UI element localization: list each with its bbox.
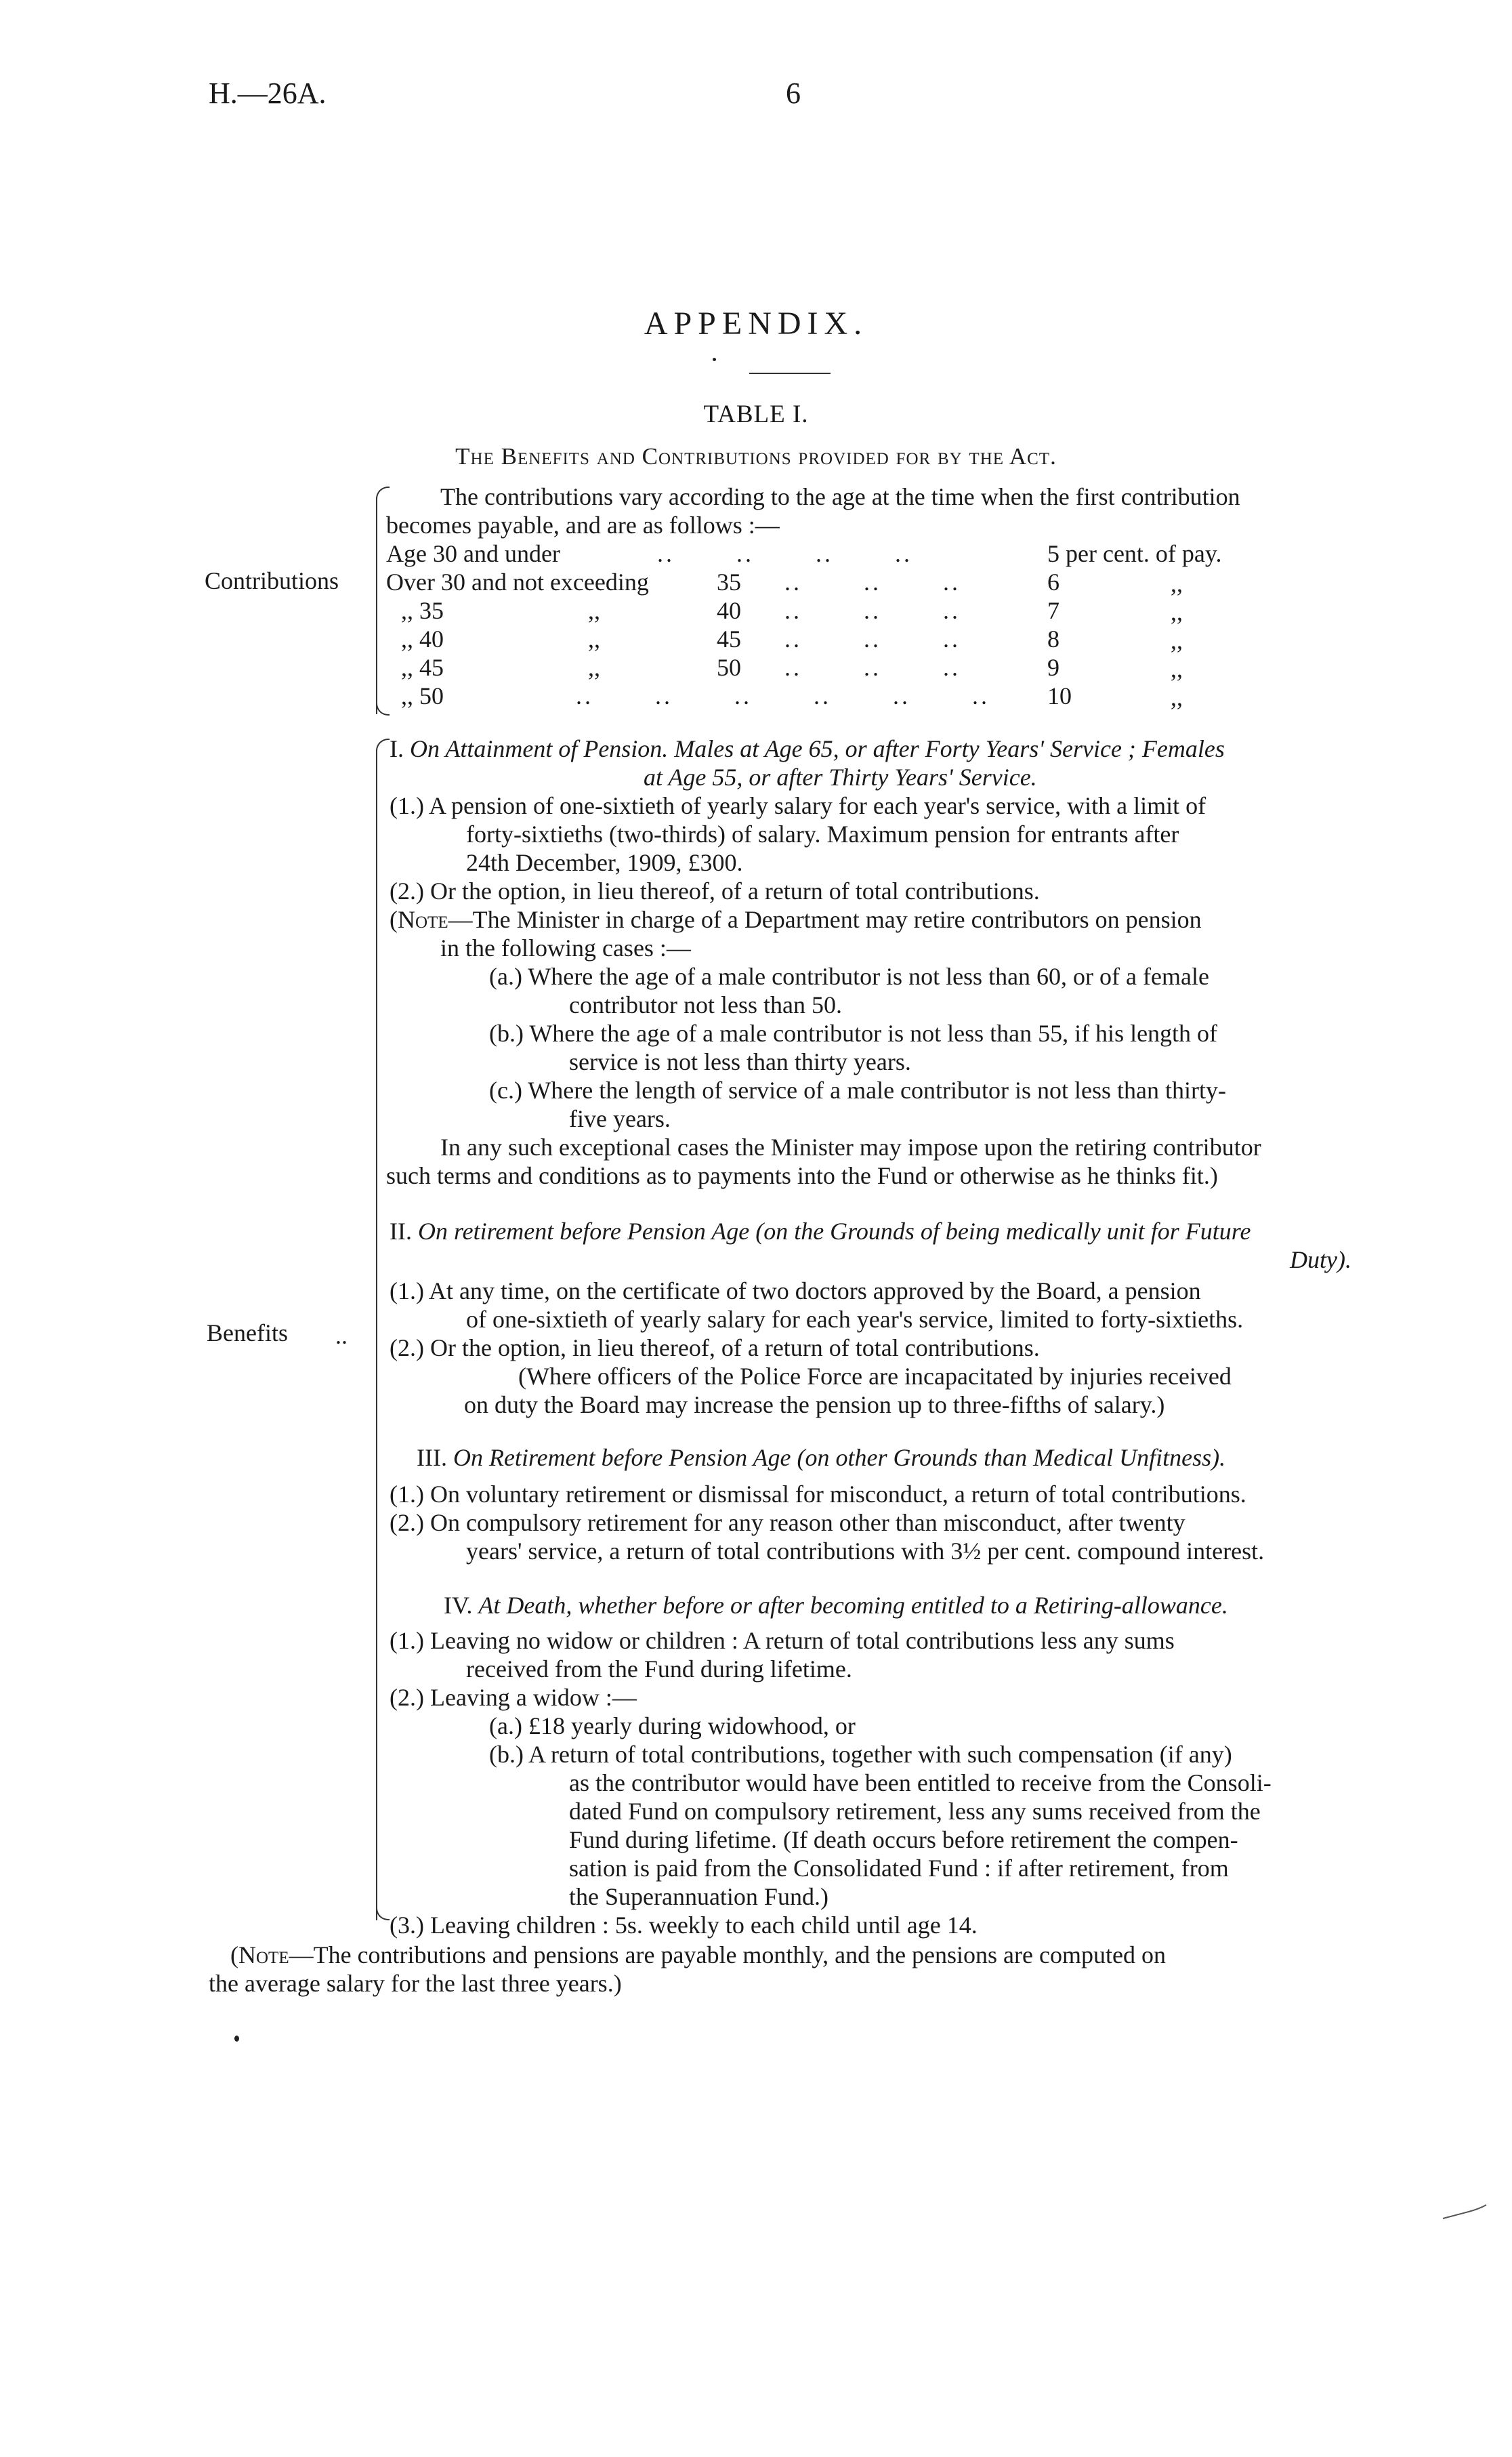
benefits-brace-bottom (376, 1907, 390, 1920)
benefit-section-heading: I. On Attainment of Pension. Males at Age 65, or after Forty Years' Service ; Females (390, 735, 1225, 762)
benefit-section-heading-cont: at Age 55, or after Thirty Years' Service. (644, 764, 1037, 791)
contribution-row-rate: 7 (1047, 597, 1059, 624)
ditto-mark: ,, (1171, 655, 1183, 682)
ink-speck (713, 358, 716, 361)
contributions-intro-cont: becomes payable, and are as follows :— (386, 512, 780, 539)
benefit-section-heading: IV. At Death, whether before or after becoming entitled to a Retiring-allowance. (444, 1592, 1228, 1619)
contribution-row-age: ,, 35 (401, 597, 444, 624)
benefit-police-note: (Where officers of the Police Force are incapacitated by injuries received (518, 1363, 1232, 1390)
benefit-clause: (2.) Or the option, in lieu thereof, of a return of total contributions. (390, 878, 1040, 905)
page-number: 6 (786, 77, 801, 110)
benefits-brace (376, 749, 377, 1920)
benefit-section-heading: III. On Retirement before Pension Age (on other Grounds than Medical Unfitness). (417, 1444, 1226, 1471)
benefit-case-cont: Fund during lifetime. (If death occurs before retirement the compen- (569, 1826, 1238, 1853)
benefit-clause-cont: 24th December, 1909, £300. (466, 849, 743, 876)
benefit-case: (b.) A return of total contributions, together with such compensation (if any) (489, 1741, 1232, 1768)
title-divider (749, 373, 831, 374)
leader-dots: .. .. .. .. (657, 540, 912, 567)
contribution-row-rate: 5 per cent. of pay. (1047, 540, 1222, 567)
contribution-row-rate: 8 (1047, 625, 1059, 653)
benefit-clause: (1.) A pension of one-sixtieth of yearly salary for each year's service, with a limit of (390, 792, 1206, 819)
leader-dots: .. .. .. (784, 597, 961, 624)
benefit-clause-cont: years' service, a return of total contributions with 3½ per cent. compound interest. (466, 1537, 1265, 1565)
benefit-case-cont: service is not less than thirty years. (569, 1048, 911, 1075)
contribution-row-age: Over 30 and not exceeding (386, 569, 649, 596)
benefit-clause-cont: forty-sixtieths (two-thirds) of salary. Maximum pension for entrants after (466, 821, 1179, 848)
contribution-row-limit: 40 (717, 597, 741, 624)
contribution-row-rate: 10 (1047, 682, 1072, 709)
benefits-label: Benefits (207, 1319, 288, 1346)
leader-dots: .. .. .. (784, 625, 961, 653)
contribution-row-age: ,, 40 (401, 625, 444, 653)
ditto-mark: ,, (1171, 684, 1183, 711)
contributions-brace-top (376, 487, 390, 500)
benefit-case-cont: the Superannuation Fund.) (569, 1883, 828, 1910)
benefit-case: (a.) £18 yearly during widowhood, or (489, 1712, 856, 1739)
benefit-case-cont: sation is paid from the Consolidated Fund : if after retirement, from (569, 1855, 1229, 1882)
benefit-clause-cont: received from the Fund during lifetime. (466, 1655, 852, 1682)
benefit-case-cont: dated Fund on compulsory retirement, less any sums received from the (569, 1798, 1261, 1825)
contribution-row-age: ,, 50 (401, 682, 444, 709)
contribution-row-rate: 9 (1047, 654, 1059, 681)
benefit-case: (c.) Where the length of service of a male contributor is not less than thirty- (489, 1077, 1226, 1104)
benefit-note: (Note—The Minister in charge of a Department may retire contributors on pension (390, 906, 1202, 933)
benefit-clause-cont: of one-sixtieth of yearly salary for each year's service, limited to forty-sixtieths. (466, 1306, 1244, 1333)
benefit-clause: (1.) On voluntary retirement or dismissal for misconduct, a return of total contributions. (390, 1481, 1246, 1508)
benefit-section-heading: II. On retirement before Pension Age (on the Grounds of being medically unit for Future (390, 1218, 1251, 1245)
benefit-clause: (3.) Leaving children : 5s. weekly to each child until age 14. (390, 1912, 978, 1939)
benefit-clause: (2.) Or the option, in lieu thereof, of a return of total contributions. (390, 1334, 1040, 1361)
contributions-brace (376, 497, 377, 714)
benefit-clause: (2.) Leaving a widow :— (390, 1684, 637, 1711)
contribution-row-age: Age 30 and under (386, 540, 560, 567)
contribution-row-rate: 6 (1047, 569, 1059, 596)
contributions-brace-bottom (376, 702, 390, 716)
benefit-section-heading-cont: Duty). (1290, 1246, 1351, 1273)
table-title: TABLE I. (703, 400, 809, 428)
ditto-mark: ,, (1171, 627, 1183, 654)
benefit-note-tail: In any such exceptional cases the Minister may impose upon the retiring contributor (440, 1134, 1261, 1161)
benefit-clause: (1.) Leaving no widow or children : A return of total contributions less any sums (390, 1627, 1175, 1654)
benefit-clause: (2.) On compulsory retirement for any reason other than misconduct, after twenty (390, 1509, 1185, 1536)
contribution-row-ditto: ,, (588, 654, 600, 681)
benefits-brace-top (376, 739, 390, 752)
benefit-clause: (1.) At any time, on the certificate of two doctors approved by the Board, a pension (390, 1277, 1201, 1304)
benefit-police-note-cont: on duty the Board may increase the pension up to three-fifths of salary.) (464, 1391, 1165, 1418)
contribution-row-limit: 50 (717, 654, 741, 681)
contributions-label: Contributions (205, 567, 339, 594)
contributions-intro: The contributions vary according to the age at the time when the first contribution (440, 483, 1240, 510)
benefit-case-cont: contributor not less than 50. (569, 991, 842, 1018)
appendix-title: APPENDIX. (644, 306, 868, 342)
ditto-mark: ,, (1171, 598, 1183, 625)
leader-dots: .. .. .. (784, 654, 961, 681)
contribution-row-limit: 35 (717, 569, 741, 596)
leader-dots: .. .. .. (784, 569, 961, 596)
contribution-row-age: ,, 45 (401, 654, 444, 681)
benefit-note-cont: in the following cases :— (440, 934, 691, 962)
final-note-cont: the average salary for the last three years.) (209, 1970, 622, 1997)
contribution-row-ditto: ,, (588, 625, 600, 653)
benefit-case: (a.) Where the age of a male contributor is not less than 60, or of a female (489, 963, 1209, 990)
leader-dots: .. .. .. .. .. .. (576, 682, 990, 709)
pencil-mark (1442, 2202, 1489, 2223)
final-note: (Note—The contributions and pensions are payable monthly, and the pensions are computed on (230, 1941, 1166, 1968)
contribution-row-limit: 45 (717, 625, 741, 653)
benefit-note-tail-cont: such terms and conditions as to payments into the Fund or otherwise as he thinks fit.) (386, 1162, 1218, 1189)
table-subtitle: The Benefits and Contributions provided for by the Act. (455, 443, 1057, 470)
contribution-row-ditto: ,, (588, 597, 600, 624)
ditto-mark: ,, (1171, 570, 1183, 597)
benefit-case-cont: as the contributor would have been entitled to receive from the Consoli- (569, 1769, 1272, 1796)
benefit-case: (b.) Where the age of a male contributor is not less than 55, if his length of (489, 1020, 1218, 1047)
benefits-label-dots: .. (335, 1322, 348, 1349)
ink-speck (234, 2036, 239, 2042)
benefit-case-cont: five years. (569, 1105, 671, 1132)
document-reference: H.—26A. (209, 77, 327, 110)
